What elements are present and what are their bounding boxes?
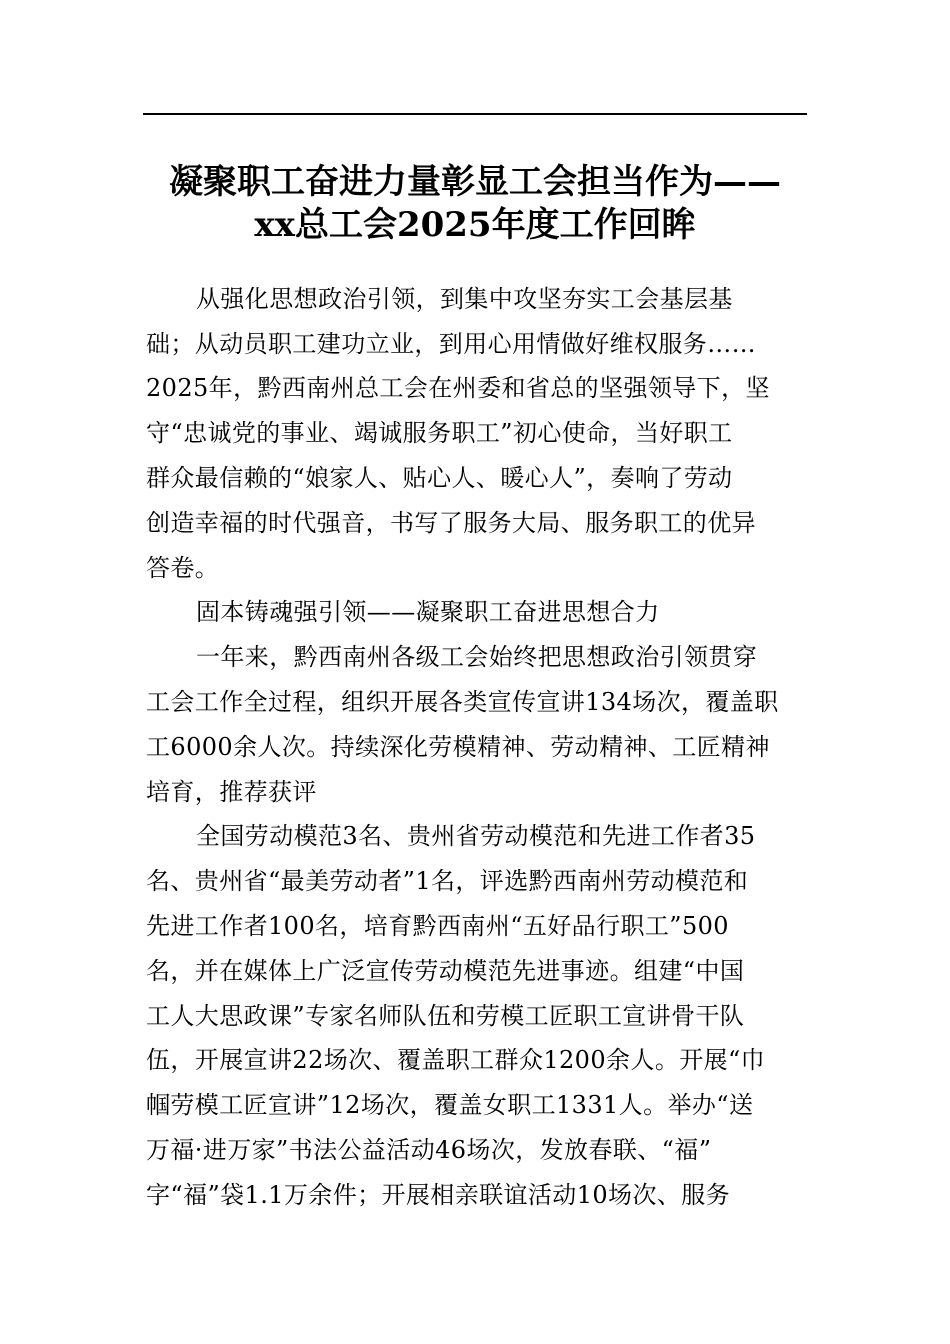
body-line-3: 2025年，黔西南州总工会在州委和省总的坚强领导下，坚: [146, 374, 770, 402]
body-line-2: 础；从动员职工建功立业，到用心用情做好维权服务……: [146, 330, 756, 358]
body-line-1: 从强化思想政治引领，到集中攻坚夯实工会基层基: [196, 285, 733, 313]
body-line-18: 伍，开展宣讲22场次、覆盖职工群众1200余人。开展“巾: [146, 1046, 766, 1074]
document-title-line-2: xx总工会2025年度工作回眸: [254, 205, 696, 245]
body-line-7: 答卷。: [146, 554, 220, 582]
body-line-4: 守“忠诚党的事业、竭诚服务职工”初心使命，当好职工: [146, 419, 733, 447]
body-line-16: 名，并在媒体上广泛宣传劳动模范先进事迹。组建“中国: [146, 957, 745, 985]
body-line-11: 工6000余人次。持续深化劳模精神、劳动精神、工匠精神: [146, 733, 770, 761]
body-line-12: 培育，推荐获评: [146, 778, 317, 806]
body-line-10: 工会工作全过程，组织开展各类宣传宣讲134场次，覆盖职: [146, 688, 779, 716]
section-heading: 固本铸魂强引领——凝聚职工奋进思想合力: [196, 598, 660, 626]
body-line-21: 字“福”袋1.1万余件；开展相亲联谊活动10场次、服务: [146, 1181, 731, 1209]
header-rule: [143, 113, 807, 115]
body-line-5: 群众最信赖的“娘家人、贴心人、暖心人”，奏响了劳动: [146, 464, 733, 492]
body-line-6: 创造幸福的时代强音，书写了服务大局、服务职工的优异: [146, 509, 756, 537]
body-line-20: 万福·进万家”书法公益活动46场次，发放春联、“福”: [146, 1136, 712, 1164]
body-line-14: 名、贵州省“最美劳动者”1名，评选黔西南州劳动模范和: [146, 867, 749, 895]
body-line-13: 全国劳动模范3名、贵州省劳动模范和先进工作者35: [196, 822, 756, 850]
body-line-9: 一年来，黔西南州各级工会始终把思想政治引领贯穿: [196, 643, 758, 671]
document-title-line-1: 凝聚职工奋进力量彰显工会担当作为——: [169, 162, 781, 202]
body-line-17: 工人大思政课”专家名师队伍和劳模工匠职工宣讲骨干队: [146, 1002, 745, 1030]
body-line-19: 帼劳模工匠宣讲”12场次，覆盖女职工1331人。举办“送: [146, 1091, 754, 1119]
body-line-15: 先进工作者100名，培育黔西南州“五好品行职工”500: [146, 912, 729, 940]
